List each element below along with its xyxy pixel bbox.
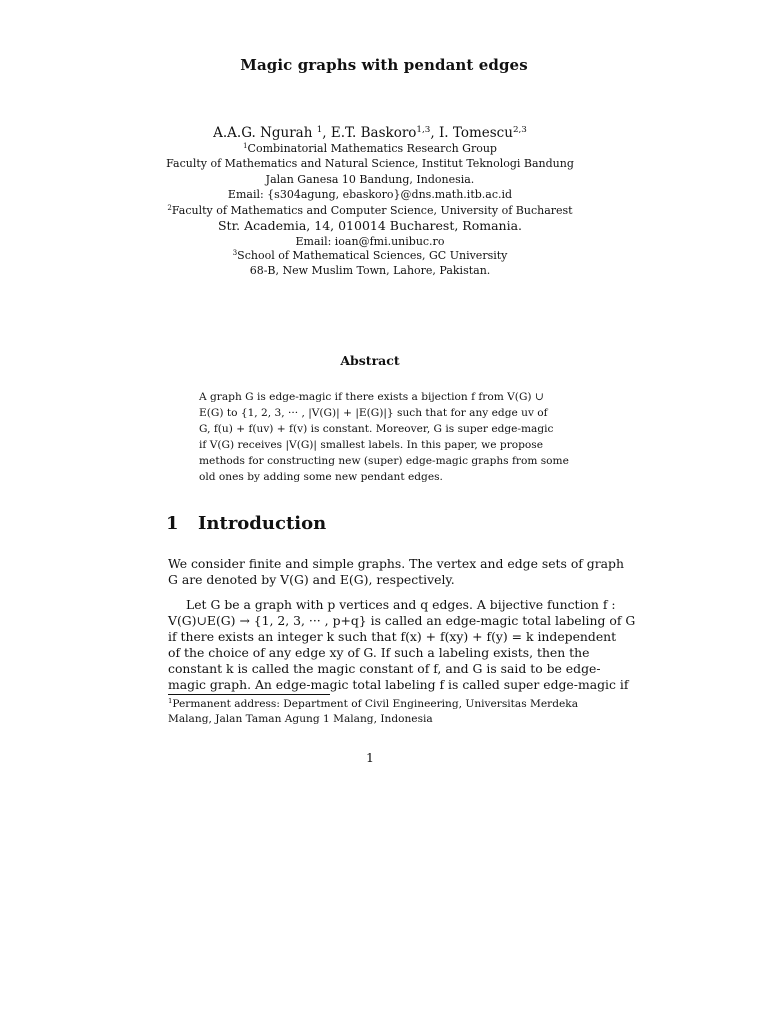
affiliation-3-name: $^3$School of Mathematical Sciences, GC University: [232, 248, 508, 262]
affiliation-1-email: Email: {s304agung, ebaskoro}@dns.math.itb.ac.id: [227, 188, 513, 201]
body-line: G are denoted by V(G) and E(G), respectively.: [168, 572, 455, 587]
abstract-line: G, f(u) + f(uv) + f(v) is constant. Moreover, G is super edge-magic: [199, 423, 554, 435]
author-baskoro-sup: 1,3: [416, 125, 431, 136]
body-line: of the choice of any edge xy of G. If such a labeling exists, then the: [168, 645, 590, 660]
abstract-line: E(G) to {1, 2, 3, ··· , |V(G)| + |E(G)|} such that for any edge uv of: [199, 407, 548, 419]
author-baskoro: , E.T. Baskoro: [322, 125, 417, 141]
abstract-line: if V(G) receives |V(G)| smallest labels. In this paper, we propose: [199, 439, 543, 451]
section-number: 1: [166, 513, 179, 534]
body-line: V(G)∪E(G) → {1, 2, 3, ··· , p+q} is called an edge-magic total labeling of G: [168, 613, 636, 628]
author-tomescu: , I. Tomescu: [430, 125, 513, 141]
abstract-heading: Abstract: [340, 353, 400, 368]
affiliation-2-faculty: $^2$Faculty of Mathematics and Computer Science, University of Bucharest: [167, 203, 573, 217]
author-tomescu-sup: 2,3: [512, 125, 527, 136]
body-line: Let G be a graph with p vertices and q edges. A bijective function f :: [186, 597, 616, 612]
affiliation-2-email: Email: ioan@fmi.unibuc.ro: [295, 235, 445, 248]
affiliation-1-faculty: Faculty of Mathematics and Natural Science, Institut Teknologi Bandung: [166, 157, 574, 170]
abstract-line: methods for constructing new (super) edge-magic graphs from some: [199, 455, 569, 467]
section-title: Introduction: [198, 513, 327, 534]
affiliation-3-address: 68-B, New Muslim Town, Lahore, Pakistan.: [249, 264, 491, 277]
affiliation-1-name: $^1$Combinatorial Mathematics Research Group: [243, 141, 497, 155]
section-heading: [166, 513, 326, 534]
author-ngurah: A.A.G. Ngurah: [213, 125, 313, 141]
affiliation-1-address: Jalan Ganesa 10 Bandung, Indonesia.: [265, 173, 475, 186]
abstract-line: A graph G is edge-magic if there exists a bijection f from V(G) ∪: [199, 391, 544, 403]
body-line: constant k is called the magic constant of f, and G is said to be edge-: [168, 661, 601, 676]
body-line: We consider finite and simple graphs. The vertex and edge sets of graph: [168, 556, 624, 571]
author-ngurah-sup: 1: [316, 125, 323, 136]
author-list: [0, 125, 740, 141]
footnote-line: Malang, Jalan Taman Agung 1 Malang, Indonesia: [168, 713, 433, 725]
page-number: 1: [366, 750, 374, 765]
footnote-rule: [168, 694, 330, 695]
footnote-line: $^1$Permanent address: Department of Civil Engineering, Universitas Merdeka: [168, 697, 579, 710]
footnote-marker: 1: [168, 697, 173, 706]
body-line: if there exists an integer k such that f(x) + f(xy) + f(y) = k independent: [168, 629, 617, 644]
body-line: magic graph. An edge-magic total labeling f is called super edge-magic if: [168, 677, 629, 692]
affiliation-2-address: Str. Academia, 14, 010014 Bucharest, Romania.: [217, 218, 523, 233]
paper-title: Magic graphs with pendant edges: [240, 56, 528, 74]
abstract-line: old ones by adding some new pendant edges.: [199, 471, 443, 483]
